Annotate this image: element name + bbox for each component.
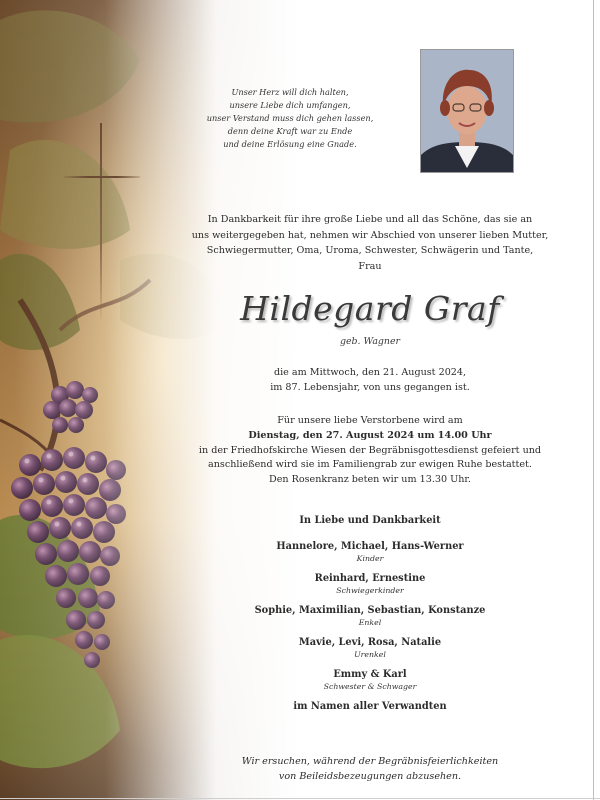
poem-line: denn deine Kraft war zu Ende [227, 126, 353, 136]
deceased-name: Hildegard Graf [240, 289, 500, 328]
funeral-service [170, 414, 570, 473]
condolence-request [170, 755, 570, 784]
family-group [170, 604, 570, 628]
portrait-photo [420, 49, 514, 173]
family-group [170, 572, 570, 596]
maiden-name: geb. Wagner [340, 336, 400, 347]
request-line: Wir ersuchen, während der Begräbnisfeierlichkeiten [241, 756, 499, 767]
family-names: Emmy & Karl [333, 669, 407, 680]
service-line: in der Friedhofskirche Wiesen der Begräbnisgottesdienst gefeiert und [198, 444, 542, 456]
cross-icon [100, 123, 102, 323]
family-group [170, 540, 570, 564]
intro-line: uns weitergegeben hat, nehmen wir Abschied von unserer lieben Mutter, [191, 229, 549, 241]
memorial-poem [195, 86, 385, 151]
family-relation: Kinder [356, 554, 384, 563]
family-relation: Enkel [358, 618, 382, 627]
intro-line: Frau [358, 260, 382, 272]
intro-line: Schwiegermutter, Oma, Uroma, Schwester, Schwägerin und Tante, [206, 245, 534, 256]
service-line: Für unsere liebe Verstorbene wird am [277, 415, 463, 426]
intro-line: In Dankbarkeit für ihre große Liebe und all das Schöne, das sie an [207, 214, 533, 225]
family-names: Reinhard, Ernestine [314, 573, 426, 584]
family-names: Sophie, Maximilian, Sebastian, Konstanze [254, 605, 486, 616]
poem-line: unser Verstand muss dich gehen lassen, [206, 113, 374, 123]
poem-line: und deine Erlösung eine Gnade. [223, 139, 357, 149]
death-notice [170, 366, 570, 395]
service-date: Dienstag, den 27. August 2024 um 14.00 Uhr [248, 429, 492, 441]
family-group [170, 636, 570, 660]
cross-bar [64, 176, 140, 178]
family-group [170, 668, 570, 692]
page-border [0, 798, 600, 799]
intro-text [170, 212, 570, 274]
poem-line: Unser Herz will dich halten, [231, 87, 349, 97]
family-names: Mavie, Levi, Rosa, Natalie [298, 637, 442, 648]
family-relation: Urenkel [354, 650, 386, 659]
family-heading: In Liebe und Dankbarkeit [299, 515, 441, 526]
family-relation: Schwiegerkinder [336, 586, 404, 595]
family-closing: im Namen aller Verwandten [293, 701, 447, 712]
family-list [170, 514, 570, 714]
family-relation: Schwester & Schwager [323, 682, 417, 691]
service-line: anschließend wird sie im Familiengrab zur ewigen Ruhe bestattet. [208, 459, 532, 471]
death-line: die am Mittwoch, den 21. August 2024, [273, 367, 467, 378]
family-names: Hannelore, Michael, Hans-Werner [276, 541, 464, 552]
death-line: im 87. Lebensjahr, von uns gegangen ist. [270, 381, 470, 393]
page-border [593, 0, 594, 800]
poem-line: unsere Liebe dich umfangen, [229, 100, 351, 110]
request-line: von Beileidsbezeugungen abzusehen. [278, 770, 462, 782]
rosary-notice: Den Rosenkranz beten wir um 13.30 Uhr. [269, 474, 471, 485]
